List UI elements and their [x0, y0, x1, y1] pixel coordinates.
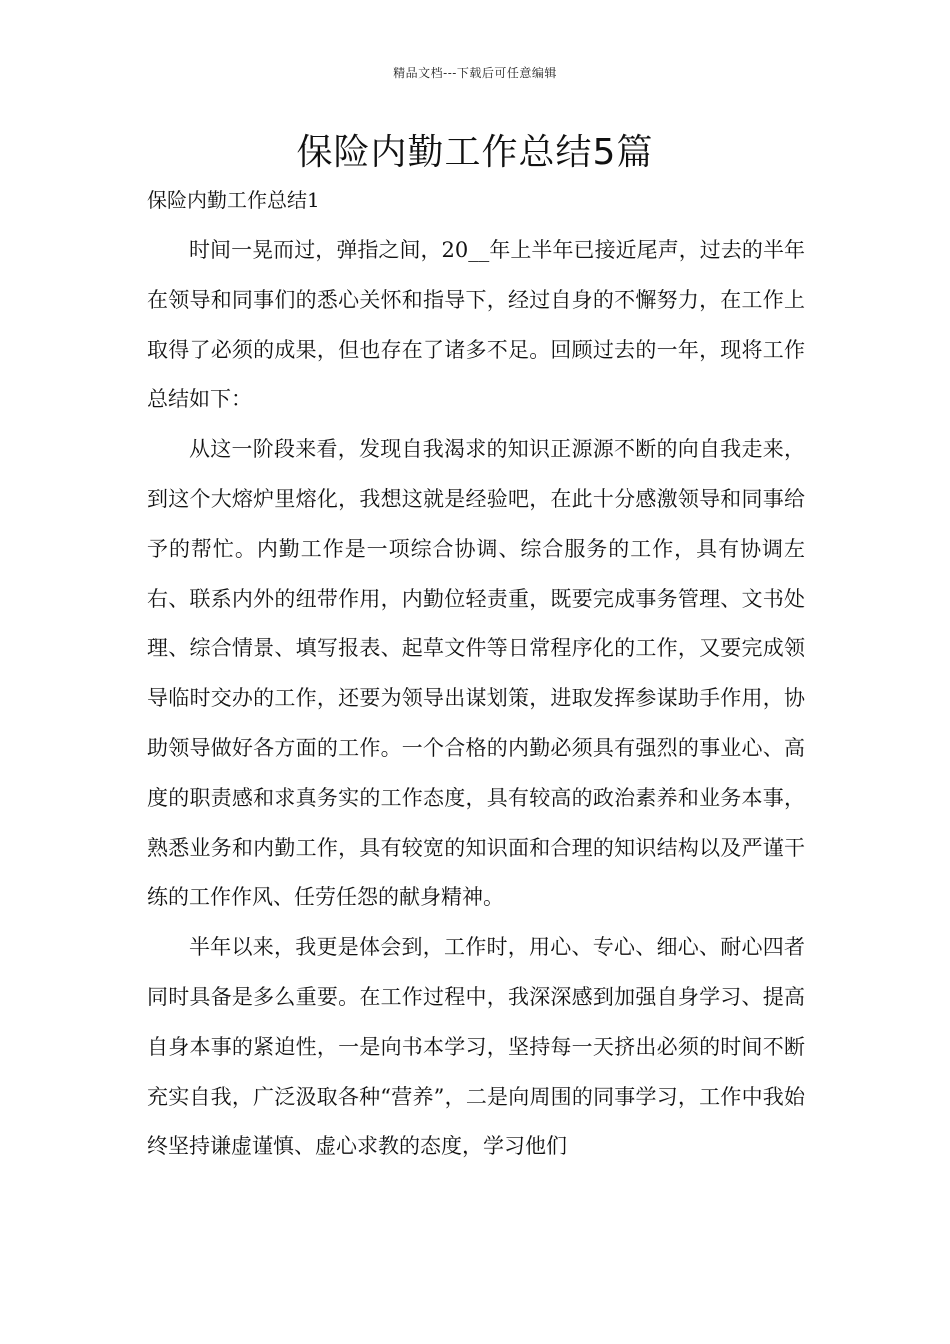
paragraph: 时间一晃而过，弹指之间，20__年上半年已接近尾声，过去的半年在领导和同事们的悉心关怀和指导下，经过自身的不懈努力，在工作上取得了必须的成果，但也存在了诸多不足。回顾过去的一年，现将工作总结如下：	[147, 238, 805, 412]
header-note: 精品文档---下载后可任意编辑	[393, 66, 557, 80]
document-body	[147, 226, 805, 1172]
paragraph: 从这一阶段来看，发现自我渴求的知识正源源不断的向自我走来，到这个大熔炉里熔化，我想这就是经验吧，在此十分感激领导和同事给予的帮忙。内勤工作是一项综合协调、综合服务的工作，具有协调左右、联系内外的纽带作用，内勤位轻责重，既要完成事务管理、文书处理、综合情景、填写报表、起草文件等日常程序化的工作，又要完成领导临时交办的工作，还要为领导出谋划策，进取发挥参谋助手作用，协助领导做好各方面的工作。一个合格的内勤必须具有强烈的事业心、高度的职责感和求真务实的工作态度，具有较高的政治素养和业务本事，熟悉业务和内勤工作，具有较宽的知识面和合理的知识结构以及严谨干练的工作作风、任劳任怨的献身精神。	[147, 437, 805, 910]
paragraph: 半年以来，我更是体会到，工作时，用心、专心、细心、耐心四者同时具备是多么重要。在工作过程中，我深深感到加强自身学习、提高自身本事的紧迫性，一是向书本学习，坚持每一天挤出必须的时间不断充实自我，广泛汲取各种“营养”，二是向周围的同事学习，工作中我始终坚持谦虚谨慎、虚心求教的态度，学习他们	[147, 935, 805, 1159]
document-title: 保险内勤工作总结5篇	[296, 132, 654, 173]
section-heading: 保险内勤工作总结1	[147, 188, 320, 212]
